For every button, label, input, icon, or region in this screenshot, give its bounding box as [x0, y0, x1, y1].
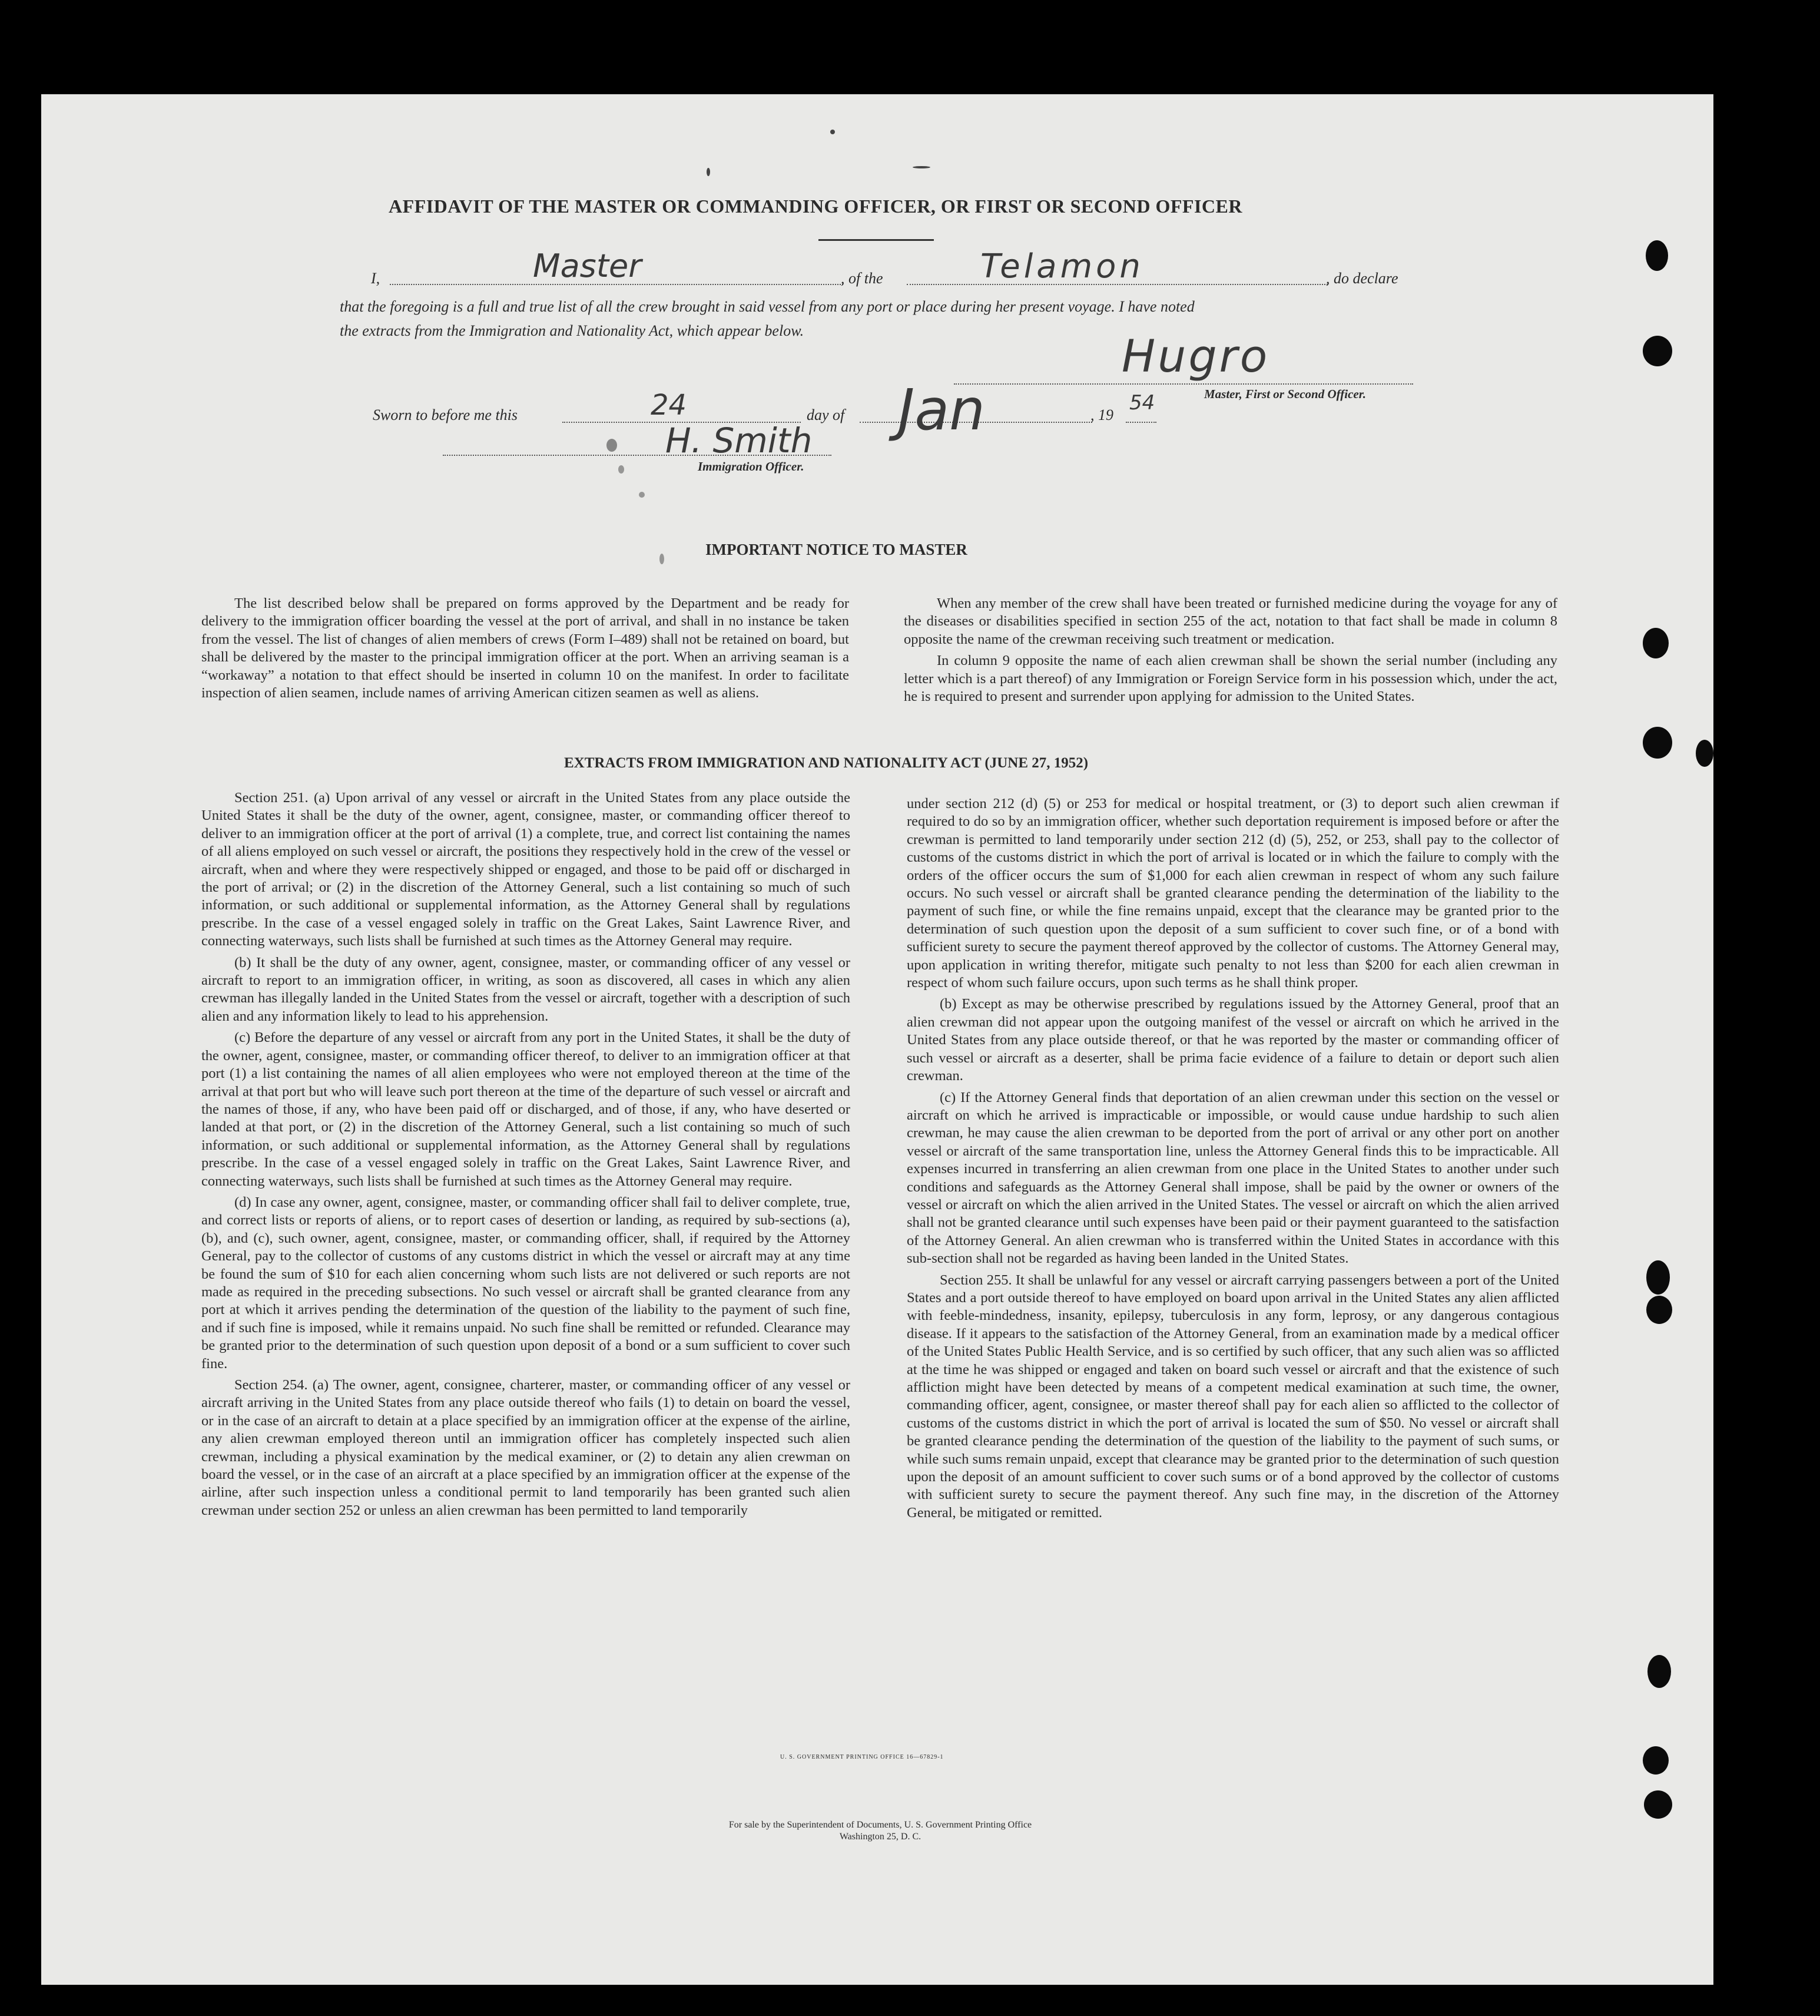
sale-line-1: For sale by the Superintendent of Documents, U. S. Government Printing Office: [728, 1820, 1032, 1830]
extracts-right-column: [907, 795, 1559, 1525]
day-handwriting: 24: [651, 389, 687, 422]
notice-left-column: [201, 595, 849, 706]
section-251-a: Section 251. (a) Upon arrival of any vessel or aircraft in the United States from any place outside the United States it shall be the duty of the owner, agent, consignee, master, or commanding officer thereof to deliver to an immigration officer at the port of arrival (1) a complete, true, and correct list containing the names of all aliens employed on such vessel or aircraft, the positions they respectively hold in the crew of the vessel or aircraft, when and where they were respectively shipped or engaged, and those to be paid off or discharged in the port of arrival; or (2) in the discretion of the Attorney General, such a list containing so much of such information, or such additional or supplemental information, as the Attorney General shall by regulations prescribe. In the case of a vessel engaged solely in traffic on the Great Lakes, Saint Lawrence River, and connecting waterways, such lists shall be furnished at such times as the Attorney General may require.: [201, 790, 850, 949]
notice-right-paragraph-2: In column 9 opposite the name of each alien crewman shall be shown the serial number (including any letter which is a part thereof) of any Immigration or Foreign Service form in his possession which, under the act, he is required to present and surrender upon applying for admission to the United States.: [904, 653, 1557, 705]
extracts-left-column: [201, 789, 850, 1523]
binder-hole: [1643, 1746, 1669, 1775]
month-handwriting: Jan: [898, 377, 985, 443]
binder-hole: [1646, 240, 1668, 271]
year-line: [1126, 422, 1156, 423]
master-signature-line: [954, 383, 1413, 385]
vessel-name-handwriting: Telamon: [980, 247, 1144, 286]
speck: [707, 168, 710, 176]
notice-heading: IMPORTANT NOTICE TO MASTER: [705, 541, 967, 558]
officer-caption: Immigration Officer.: [698, 459, 804, 474]
stamp-smudge: [618, 465, 624, 474]
binder-hole: [1643, 628, 1669, 658]
section-254-a-continued: under section 212 (d) (5) or 253 for medical or hospital treatment, or (3) to deport such alien crewman if required to do so by an immigration officer, whether such deportation requirement is imposed before or after the crewman is permitted to land temporarily under section 212 (d) (5), 252, or 253, shall pay to the collector of customs of the customs district in which the port of arrival is located or in which the failure to comply with the orders of the officer occurs the sum of $1,000 for each alien crewman in respect of whom any such failure occurs. No such vessel or aircraft shall be granted clearance pending the determination of the liability to the payment of such fine, or while the fine remains unpaid, except that the clearance may be granted prior to the determination of such question upon the deposit of a sum sufficient to cover such fine, or of a bond with sufficient surety to secure the payment thereof approved by the collector of customs. The Attorney General may, upon application in writing therefor, mitigate such penalty to not less than $200 for each alien crewman in respect of whom such failure occurs, upon such terms as he shall think proper.: [907, 796, 1559, 991]
notice-right-paragraph-1: When any member of the crew shall have been treated or furnished medicine during the voyage for any of the diseases or disabilities specified in section 255 of the act, notation to that fact shall be made in column 8 opposite the name of the crewman receiving such treatment or medication.: [904, 595, 1557, 647]
binder-hole: [1643, 336, 1672, 366]
section-254-c: (c) If the Attorney General finds that deportation of an alien crewman under this section on the vessel or aircraft on which he arrived is impracticable or impossible, or would cause undue hardship to such alien crewman, he may cause the alien crewman to be deported from the port of arrival or any other port on another vessel or aircraft of the same transportation line, unless the Attorney General finds this to be impracticable. All expenses incurred in transferring an alien crewman from one place in the United States to another under such conditions and safeguards as the Attorney General shall impose, shall be paid by the owner or owners of the vessel or aircraft on which the alien arrived in the United States. The vessel or aircraft on which the alien arrived shall not be granted clearance until such expenses have been paid or their payment guaranteed to the satisfaction of the Attorney General. An alien crewman who is transferred within the United States in accordance with this sub-section shall not be regarded as having been landed in the United States.: [907, 1089, 1559, 1267]
day-of-label: day of: [807, 406, 845, 423]
affidavit-line-3: the extracts from the Immigration and Nationality Act, which appear below.: [340, 322, 804, 339]
officer-signature-line: [443, 455, 831, 456]
officer-signature: H. Smith: [665, 421, 813, 461]
stamp-smudge: [639, 492, 645, 498]
binder-hole: [1644, 1790, 1672, 1819]
section-251-d: (d) In case any owner, agent, consignee, master, or commanding officer shall fail to deliver complete, true, and correct lists or reports of aliens, or to report cases of desertion or landing, as required by sub-sections (a), (b), and (c), such owner, agent, consignee, master, or commanding officer, shall, if required by the Attorney General, pay to the collector of customs of any customs district in which the vessel or aircraft may at any time be found the sum of $10 for each alien concerning whom such lists are not delivered or such reports are not made as required in the preceding subsections. No such vessel or aircraft shall be granted clearance from any port at which it arrives pending the determination of the question of the liability to the payment of such fine, and if such fine is imposed, while it remains unpaid. No such fine shall be remitted or refunded. Clearance may be granted prior to the determination of such question upon deposit of a bond or a sum sufficient to cover such fine.: [201, 1194, 850, 1372]
notice-right-column: [904, 595, 1557, 709]
binder-hole: [1646, 1296, 1672, 1324]
binder-hole: [1646, 1260, 1670, 1295]
year-handwriting: 54: [1129, 391, 1155, 415]
sale-line-2: Washington 25, D. C.: [839, 1832, 921, 1842]
stamp-smudge: [606, 439, 617, 452]
stamp-smudge: [659, 554, 664, 564]
binder-hole: [1647, 1655, 1671, 1688]
notice-left-paragraph: The list described below shall be prepared on forms approved by the Department and be ready for delivery to the immigration officer boarding the vessel at the port of arrival, and shall in no instance be taken from the vessel. The list of changes of alien members of crews (Form I–489) shall not be retained on board, but shall be delivered by the master to the principal immigration officer at the port. When an arriving seaman is a “workaway” a notation to that effect should be inserted in column 10 on the manifest. In order to facilitate inspection of alien seamen, include names of arriving American citizen seamen as well as aliens.: [201, 595, 849, 701]
affidavit-line-2: that the foregoing is a full and true list of all the crew brought in said vessel from any port or place during her present voyage. I have noted: [340, 298, 1195, 315]
section-254-a: Section 254. (a) The owner, agent, consignee, charterer, master, or commanding officer of any vessel or aircraft arriving in the United States from any place outside thereof who fails (1) to detain on board the vessel, or in the case of an aircraft to detain at a place specified by an immigration officer at the expense of the airline, any alien crewman employed thereon until an immigration officer has completely inspected such alien crewman, including a physical examination by the medical examiner, or (2) to detain any alien crewman on board the vessel, or in the case of an aircraft at a place specified by an immigration officer at the expense of the airline, after such inspection unless a conditional permit to land temporarily has been granted such alien crewman under section 252 or unless an alien crewman has been permitted to land temporarily: [201, 1377, 850, 1518]
master-name-handwriting: Master: [533, 247, 642, 284]
extracts-heading: EXTRACTS FROM IMMIGRATION AND NATIONALITY ACT (JUNE 27, 1952): [564, 755, 1089, 771]
sworn-label: Sworn to before me this: [373, 406, 518, 423]
i-label: I,: [371, 270, 380, 287]
binder-hole: [1643, 727, 1672, 759]
section-251-b: (b) It shall be the duty of any owner, agent, consignee, master, or commanding officer of any vessel or aircraft to report to an immigration officer, in writing, as soon as discovered, all cases in which any alien crewman has illegally landed in the United States from the vessel or aircraft, together with a description of such alien and any information likely to lead to his apprehension.: [201, 954, 850, 1024]
of-the-label: , of the: [841, 270, 883, 287]
section-255: Section 255. It shall be unlawful for any vessel or aircraft carrying passengers between a port of the United States and a port outside thereof to have employed on board upon arrival in the United States any alien afflicted with feeble-mindedness, insanity, epilepsy, tuberculosis in any form, leprosy, or any dangerous contagious disease. If it appears to the satisfaction of the Attorney General, from an examination made by a medical officer of the United States Public Health Service, and is so certified by such officer, that any such alien was so afflicted at the time he was shipped or engaged and taken on board such vessel or aircraft and that the existence of such affliction might have been detected by means of a competent medical examination at such time, the owner, commanding officer, agent, consignee, or master thereof shall pay for each alien so afflicted to the collector of customs of the customs district in which the port of arrival is located the sum of $50. No vessel or aircraft shall be granted clearance pending the determination of the question of the liability to the payment of such sums, or while such sums remain unpaid, except that clearance may be granted prior to the determination of such question upon the deposit of an amount sufficient to cover such sums or of a bond approved by the collector of customs with sufficient surety to secure the payment thereof. Any such fine may, in the discretion of the Attorney General, be mitigated or remitted.: [907, 1272, 1559, 1521]
do-declare-label: , do declare: [1326, 270, 1398, 287]
year-prefix: , 19: [1090, 406, 1113, 423]
speck: [913, 166, 930, 168]
master-caption: Master, First or Second Officer.: [1204, 387, 1366, 401]
binder-hole: [1696, 740, 1713, 767]
printing-office-code: U. S. GOVERNMENT PRINTING OFFICE 16—67829-1: [780, 1754, 944, 1760]
affidavit-title: AFFIDAVIT OF THE MASTER OR COMMANDING OFFICER, OR FIRST OR SECOND OFFICER: [389, 196, 1242, 217]
section-254-b: (b) Except as may be otherwise prescribed by regulations issued by the Attorney General, proof that an alien crewman did not appear upon the outgoing manifest of the vessel or aircraft on which he arrived in the United States from any place outside thereof, or that he was reported by the master or commanding officer of such vessel or aircraft as a deserter, shall be prima facie evidence of a failure to detain or deport such alien crewman.: [907, 996, 1559, 1084]
master-signature: Hugro: [1122, 330, 1270, 382]
title-underline: [818, 239, 934, 241]
section-251-c: (c) Before the departure of any vessel or aircraft from any port in the United States, it shall be the duty of the owner, agent, consignee, master, or commanding officer thereof, to deliver to an immigration officer at that port (1) a list containing the names of all alien employees who were not employed thereon at the time of the arrival at that port but who will leave such port thereon at the time of the departure of such vessel or aircraft and the names of those, if any, who have been paid off or discharged, and of those, if any, who have deserted or landed at that port, or (2) in the discretion of the Attorney General, such a list containing so much of such information, or such additional or supplemental information, as the Attorney General shall by regulations prescribe. In the case of a vessel engaged solely in traffic on the Great Lakes, Saint Lawrence River, and connecting waterways, such lists shall be furnished at such times as the Attorney General may require.: [201, 1029, 850, 1189]
speck: [830, 130, 835, 134]
